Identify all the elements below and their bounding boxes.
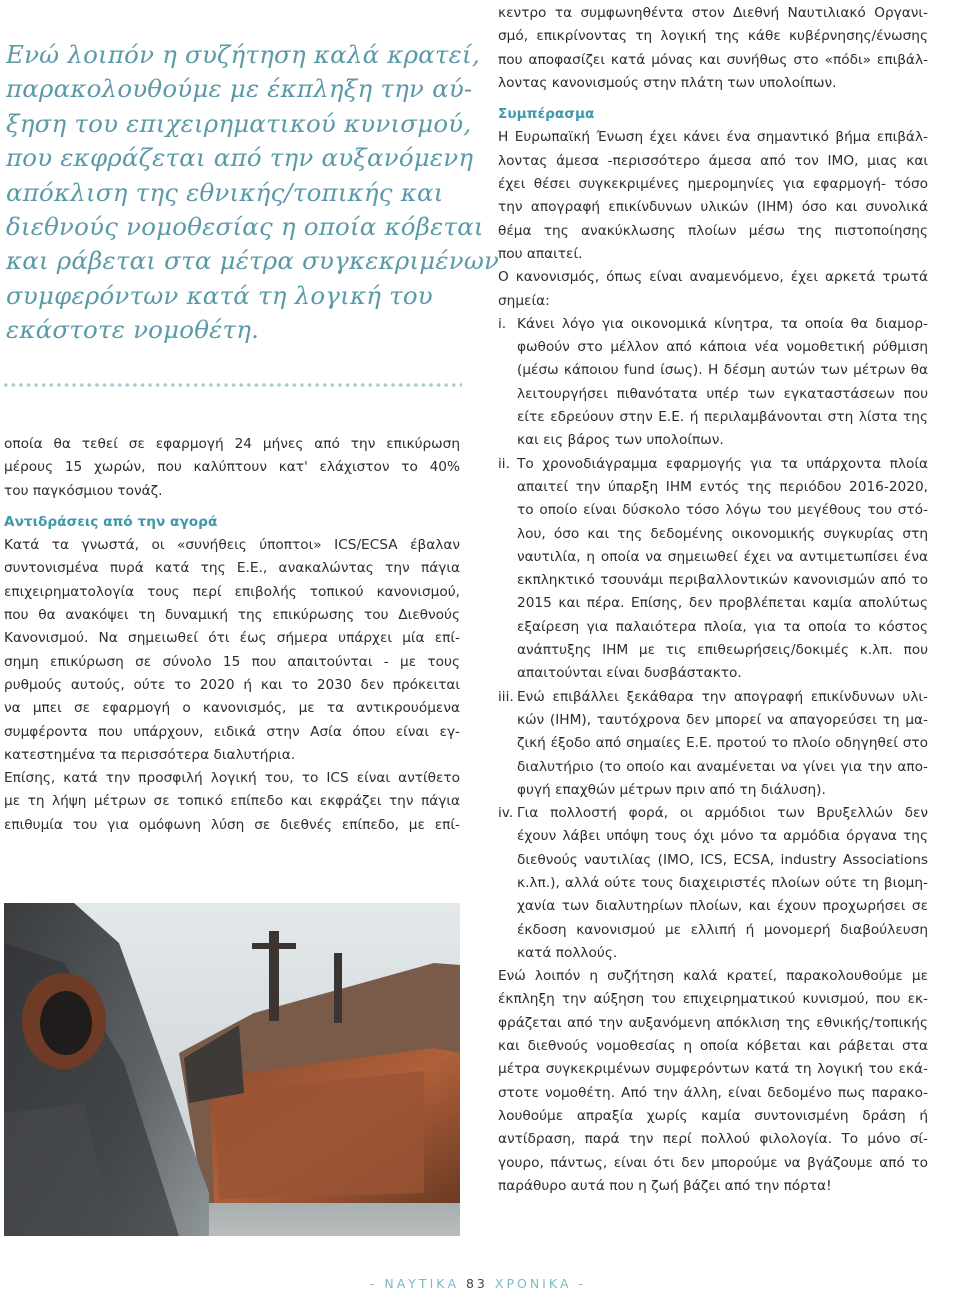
text-line: Κάνει λόγο για οικονομικά κίνητρα, τα οποία θα διαμορ- — [517, 315, 928, 332]
list-item — [498, 453, 928, 686]
text-line: χανία των διαλυτηρίων πλοίων, και έχουν προχωρήσει σε — [517, 898, 928, 915]
text-line: που θα ανακόψει τη δυναμική της επικύρωσης του Διεθνούς — [4, 607, 460, 624]
text-line: σημη επικύρωση σε σύνολο 15 που απαιτούνται - με τους — [4, 653, 460, 670]
page-footer — [0, 1276, 956, 1291]
weak-points-paragraph — [498, 266, 928, 313]
text-line: έχουν λάβει υπόψη τους όχι μόνο τα αρμόδια όργανα της — [517, 828, 928, 845]
right-intro — [498, 2, 928, 95]
text-line: μέτρα συγκεκριμένων συμφερόντων κατά τη λογική του εκά- — [498, 1061, 928, 1078]
pull-quote-line: που εκφράζεται από την αυξανόμενη — [6, 143, 474, 173]
list-item-number: ii. — [498, 455, 510, 472]
text-line: διαλυτήριο (το οποίο και αναμένεται να γίνει για την απο- — [517, 758, 928, 775]
text-line: Ενώ λοιπόν η συζήτηση καλά κρατεί, παρακολουθούμε με — [498, 968, 928, 985]
pull-quote — [6, 38, 500, 348]
text-line: μέρους 15 χωρών, που καλύπτουν κατ' ελάχιστον το 40% — [4, 459, 460, 476]
text-line: κεντρο τα συμφωνηθέντα στον Διεθνή Ναυτιλιακό Οργανι- — [498, 5, 928, 21]
text-line: επιχειρηματολογία τους περί επιβολής τοπικού κανονισμού, — [4, 583, 460, 600]
left-intro — [4, 433, 460, 503]
text-line: που απαιτεί. — [498, 245, 583, 262]
text-line: παράθυρο αυτά που η ζωή βάζει από την πόρτα! — [498, 1177, 832, 1194]
footer-left: - ΝΑΥΤΙΚΑ — [369, 1276, 459, 1291]
text-line: απαιτούνται είναι δυσβάστακτο. — [517, 665, 742, 682]
text-line: αντίδραση, παρά την περί πολλού φιλολογία. Το μόνο σί- — [498, 1131, 928, 1148]
text-line: έκπληξη την αύξηση του επιχειρηματικού κυνισμού, που εκ- — [498, 991, 928, 1008]
ship-hulls-image — [4, 903, 460, 1236]
text-line: σημεία: — [498, 292, 550, 309]
text-line: με τη λήψη μέτρων σε τοπικό επίπεδο και εκφράζει την πάγια — [4, 793, 460, 810]
text-line: (μέσω κάποιου fund ίσως). Η δέσμη αυτών των μέτρων θα — [517, 362, 928, 379]
text-line: οποία θα τεθεί σε εφαρμογή 24 μήνες από την επικύρωση — [4, 436, 460, 452]
list-item — [498, 802, 928, 965]
text-line: Κανονισμού. Να σημειωθεί ότι έως σήμερα υπάρχει μία επί- — [4, 630, 460, 647]
text-line: θέμα της ανακύκλωσης πλοίων μέσω της πιστοποίησης — [498, 222, 928, 239]
text-line: λοντας άμεσα -περισσότερο άμεσα από τον ΙΜΟ, μιας και — [498, 152, 928, 169]
text-line: κών (IHM), ταυτόχρονα δεν μπορεί να απαγορεύσει τη μα- — [517, 711, 928, 728]
text-line: απαιτεί την ύπαρξη IHM εντός της περιόδου 2016-2020, — [517, 478, 928, 495]
text-line: κ.λπ.), αλλά ούτε τους διαχειριστές πλοίων ούτε τη βιομη- — [517, 874, 928, 891]
dotted-divider — [2, 381, 462, 389]
text-line: Επίσης, κατά την προσφιλή λογική του, το ICS είναι αντίθετο — [4, 770, 460, 787]
text-line: λοντας κανονισμούς στην πλάτη των υπολοίπων. — [498, 74, 837, 91]
left-column — [4, 433, 460, 837]
left-body — [4, 534, 460, 837]
text-line: κατεστημένα τα περισσότερα διαλυτήρια. — [4, 746, 296, 763]
text-line: Το χρονοδιάγραμμα εφαρμογής για τα υπάρχοντα πλοία — [517, 455, 928, 472]
text-line: να μπει σε εφαρμογή ο κανονισμός, με τα αντικρουόμενα — [4, 700, 460, 717]
text-line: 2015 και πέρα. Επίσης, δεν προβλέπεται καμία απολύτως — [517, 595, 928, 612]
footer-right: ΧΡΟΝΙΚΑ - — [494, 1276, 587, 1291]
text-line: έχει θέσει συγκεκριμένες ημερομηνίες για εφαρμογή- τόσο — [498, 176, 928, 193]
pull-quote-line: απόκλιση της εθνικής/τοπικής και — [6, 177, 444, 207]
list-item-number: i. — [498, 315, 507, 332]
text-line: λειτουργήσει πιθανότατα υπέρ των εγκαταστάσεων που — [517, 385, 928, 402]
pull-quote-line: και ράβεται στα μέτρα συγκεκριμένων — [6, 246, 500, 276]
text-line: σμό, επικρίνοντας τη λογική της κάθε κυβέρνησης/ένωσης — [498, 28, 928, 45]
text-line: που αποφασίζει κατά μόνας και συνήθως στο «πόδι» επιβάλ- — [498, 51, 928, 68]
text-line: εξαίρεση για παλαιότερα πλοία, για τα οποία το κόστος — [517, 618, 928, 635]
text-line: κατά πολλούς. — [517, 944, 618, 961]
text-line: επιθυμία του για ομόφωνη λύση σε διεθνές επίπεδο, με επί- — [4, 816, 460, 833]
spacer — [498, 95, 928, 103]
text-line: Ο κανονισμός, όπως είναι αναμενόμενο, έχει αρκετά τρωτά — [498, 269, 928, 286]
text-line: ρυθμούς αυτούς, ούτε το 2020 ή και το 2030 δεν πρόκειται — [4, 676, 460, 693]
text-line: λουθούμε απραξία χωρίς καμία συντονισμένη δράση ή — [498, 1107, 928, 1124]
pull-quote-line: συμφερόντων κατά τη λογική του — [6, 280, 433, 310]
pull-quote-line: Ενώ λοιπόν η συζήτηση καλά κρατεί, — [6, 40, 480, 69]
weak-points-list — [498, 313, 928, 965]
text-line: Η Ευρωπαϊκή Ένωση έχει κάνει ένα σημαντικό βήμα επιβάλ- — [498, 129, 928, 146]
pull-quote-line: διεθνούς νομοθεσίας η οποία κόβεται — [6, 212, 484, 242]
list-item-number: iii. — [498, 688, 514, 705]
pull-quote-line: ξηση του επιχειρηματικού κυνισμού, — [6, 108, 472, 138]
closing-paragraph — [498, 965, 928, 1198]
text-line: φράζεται από την αυξανόμενη απόκλιση της εθνικής/τοπικής — [498, 1014, 928, 1031]
text-line: συντονισμένα πυρά κατά της Ε.Ε., ανακαλώντας την πάγια — [4, 560, 460, 577]
text-line: στοτε νομοθέτη. Από την άλλη, είναι δεδομένο πως παρακο- — [498, 1084, 928, 1101]
text-line: εκπληκτικό τσουνάμι περιβαλλοντικών κανονισμών από το — [517, 572, 928, 589]
text-line: Για πολλοστή φορά, οι αρμόδιοι των Βρυξελλών δεν — [517, 805, 928, 822]
section-heading-conclusion: Συμπέρασμα — [498, 106, 595, 123]
conclusion-paragraph — [498, 126, 928, 266]
text-line: ανάπτυξης IHM με τις επιθεωρήσεις/δοκιμές κ.λπ. που — [517, 642, 928, 659]
text-line: το οποίο είναι δύσκολο τόσο λόγω του μεγέθους του στό- — [517, 502, 928, 519]
text-line: λου, όσο και της δεδομένης οικονομικής συγκυρίας στη — [517, 525, 928, 542]
spacer — [4, 503, 460, 511]
text-line: την απογραφή επικίνδυνων υλικών (IHM) όσο και συνολικά — [498, 199, 928, 216]
section-heading-market-reactions: Αντιδράσεις από την αγορά — [4, 513, 218, 530]
text-line: Ενώ επιβάλλει ξεκάθαρα την απογραφή επικίνδυνων υλι- — [517, 688, 928, 705]
text-line: και διεθνούς νομοθεσίας η οποία κόβεται και ράβεται στα — [498, 1038, 928, 1055]
ship-breaking-photo — [4, 903, 460, 1236]
text-line: ζική έξοδο από σημαίες Ε.Ε. προτού το πλοίο οδηγηθεί στο — [517, 735, 928, 752]
text-line: γουρο, πάντως, είναι ότι δεν μπορούμε να βγάζουμε από το — [498, 1154, 928, 1171]
text-line: του παγκόσμιου τονάζ. — [4, 482, 163, 499]
text-line: και εις βάρος των υπολοίπων. — [517, 432, 724, 449]
right-column — [498, 2, 928, 1198]
text-line: διεθνούς ναυτιλίας (IMO, ICS, ECSA, industry Associations — [517, 851, 928, 868]
pull-quote-line: εκάστοτε νομοθέτη. — [6, 315, 260, 345]
text-line: έκδοση κανονισμού με ελλιπή ή μονομερή διαβούλευση — [517, 921, 928, 938]
pull-quote-line: παρακολουθούμε με έκπληξη την αύ- — [6, 74, 473, 104]
list-item — [498, 313, 928, 453]
text-line: ναυτιλία, η οποία να σημειωθεί έχει να αντιμετωπίσει ένα — [517, 548, 928, 565]
text-line: συμφέροντα που υπάρχουν, ειδικά στην Ασία όπου είναι εγ- — [4, 723, 460, 740]
text-line: είτε εδρεύουν στην Ε.Ε. ή περιλαμβάνονται στη λίστα της — [517, 409, 928, 426]
text-line: φωθούν στο μέλλον από κάποια νέα νομοθετική ρύθμιση — [517, 339, 928, 356]
list-item — [498, 686, 928, 802]
text-line: φυγή επαχθών μέτρων πριν από τη διάλυση). — [517, 781, 826, 798]
page-number: 83 — [465, 1276, 488, 1291]
list-item-number: iv. — [498, 805, 514, 822]
text-line: Κατά τα γνωστά, οι «συνήθεις ύποπτοι» ICS/ECSA έβαλαν — [4, 537, 460, 554]
